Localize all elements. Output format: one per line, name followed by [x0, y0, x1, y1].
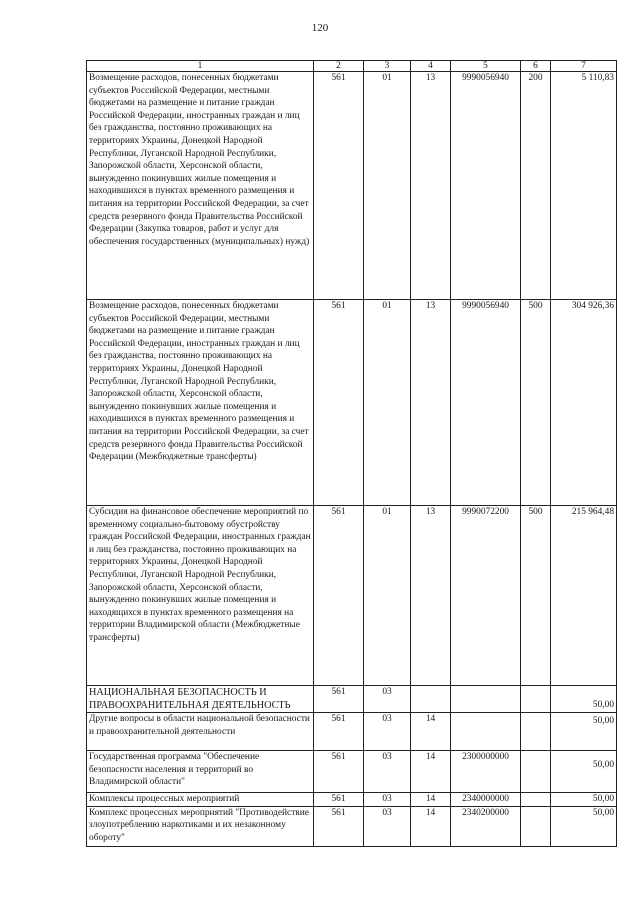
row-expense-type: 500 — [521, 300, 551, 506]
header-col-4: 4 — [411, 61, 451, 72]
row-subsection: 13 — [411, 506, 451, 686]
table-row — [87, 793, 617, 807]
row-ministry: 561 — [314, 713, 364, 751]
row-name: Возмещение расходов, понесенных бюджетами субъектов Российской Федерации, местными бюджетами на размещение и питание граждан Российской Федерации, иностранных граждан и лиц без гражданства, постоянно проживающих на территориях Украины, Донецкой Народной Республики, Луганской Народной Республики, Запорожской области, Херсонской области, вынужденно покинувших жилые помещения и находившихся в пунктах временного размещения и питания на территории Российской Федерации, за счет средств резервного фонда Правительства Российской Федерации (Закупка товаров, работ и услуг для обеспечения государственных (муниципальных) нужд) — [87, 72, 314, 300]
row-section: 03 — [364, 713, 411, 751]
row-ministry: 561 — [314, 72, 364, 300]
row-ministry: 561 — [314, 806, 364, 846]
row-name: Комплексы процессных мероприятий — [87, 793, 314, 807]
row-amount: 5 110,83 — [551, 72, 617, 300]
row-amount: 304 926,36 — [551, 300, 617, 506]
page-number: 120 — [311, 22, 329, 34]
row-subsection: 13 — [411, 300, 451, 506]
header-col-1: 1 — [87, 61, 314, 72]
row-target: 9990056940 — [451, 72, 521, 300]
row-expense-type — [521, 713, 551, 751]
header-col-5: 5 — [451, 61, 521, 72]
row-subsection: 13 — [411, 72, 451, 300]
row-section: 01 — [364, 72, 411, 300]
row-section: 03 — [364, 751, 411, 793]
row-ministry: 561 — [314, 506, 364, 686]
row-ministry: 561 — [314, 300, 364, 506]
row-name: Другие вопросы в области национальной безопасности и правоохранительной деятельности — [87, 713, 314, 751]
row-expense-type: 500 — [521, 506, 551, 686]
row-name: Государственная программа "Обеспечение безопасности населения и территорий во Владимирской области" — [87, 751, 314, 793]
row-target: 9990056940 — [451, 300, 521, 506]
row-section: 01 — [364, 506, 411, 686]
table-row — [87, 713, 617, 751]
header-col-2: 2 — [314, 61, 364, 72]
row-amount: 50,00 — [551, 806, 617, 846]
table-row — [87, 806, 617, 846]
header-col-7: 7 — [551, 61, 617, 72]
row-target — [451, 713, 521, 751]
row-target: 2340000000 — [451, 793, 521, 807]
row-ministry: 561 — [314, 751, 364, 793]
header-col-6: 6 — [521, 61, 551, 72]
row-name: НАЦИОНАЛЬНАЯ БЕЗОПАСНОСТЬ И ПРАВООХРАНИТЕЛЬНАЯ ДЕЯТЕЛЬНОСТЬ — [87, 686, 314, 713]
row-amount: 215 964,48 — [551, 506, 617, 686]
row-target: 2340200000 — [451, 806, 521, 846]
header-row — [87, 61, 617, 72]
row-subsection: 14 — [411, 793, 451, 807]
row-target: 2300000000 — [451, 751, 521, 793]
row-target — [451, 686, 521, 713]
row-amount: 50,00 — [551, 713, 617, 751]
table-row — [87, 72, 617, 300]
row-section: 03 — [364, 686, 411, 713]
row-amount: 50,00 — [551, 751, 617, 793]
row-ministry: 561 — [314, 793, 364, 807]
row-section: 03 — [364, 793, 411, 807]
row-subsection: 14 — [411, 713, 451, 751]
row-name: Субсидия на финансовое обеспечение мероприятий по временному социально-бытовому обустройству граждан Российской Федерации, иностранных граждан и лиц без гражданства, постоянно проживающих на территориях Украины, Донецкой Народной Республики, Луганской Народной Республики, Запорожской области, Херсонской области, вынужденно покинувших жилые помещения и находящихся в пунктах временного размещения на территории Владимирской области (Межбюджетные трансферты) — [87, 506, 314, 686]
row-expense-type — [521, 751, 551, 793]
row-amount: 50,00 — [551, 793, 617, 807]
row-expense-type — [521, 806, 551, 846]
table-row — [87, 300, 617, 506]
row-subsection: 14 — [411, 806, 451, 846]
row-expense-type — [521, 686, 551, 713]
header-col-3: 3 — [364, 61, 411, 72]
table-row — [87, 506, 617, 686]
row-amount: 50,00 — [551, 686, 617, 713]
table-row — [87, 686, 617, 713]
row-name: Возмещение расходов, понесенных бюджетами субъектов Российской Федерации, местными бюджетами на размещение и питание граждан Российской Федерации, иностранных граждан и лиц без гражданства, постоянно проживающих на территориях Украины, Донецкой Народной Республики, Луганской Народной Республики, Запорожской области, Херсонской области, вынужденно покинувших жилые помещения и находившихся в пунктах временного размещения и питания на территории Российской Федерации, за счет средств резервного фонда Правительства Российской Федерации (Межбюджетные трансферты) — [87, 300, 314, 506]
row-section: 03 — [364, 806, 411, 846]
table-row — [87, 751, 617, 793]
row-section: 01 — [364, 300, 411, 506]
row-subsection: 14 — [411, 751, 451, 793]
row-expense-type: 200 — [521, 72, 551, 300]
row-expense-type — [521, 793, 551, 807]
row-ministry: 561 — [314, 686, 364, 713]
row-name: Комплекс процессных мероприятий "Противодействие злоупотреблению наркотиками и их незаконному обороту" — [87, 806, 314, 846]
row-subsection — [411, 686, 451, 713]
budget-table — [86, 60, 617, 847]
row-target: 9990072200 — [451, 506, 521, 686]
